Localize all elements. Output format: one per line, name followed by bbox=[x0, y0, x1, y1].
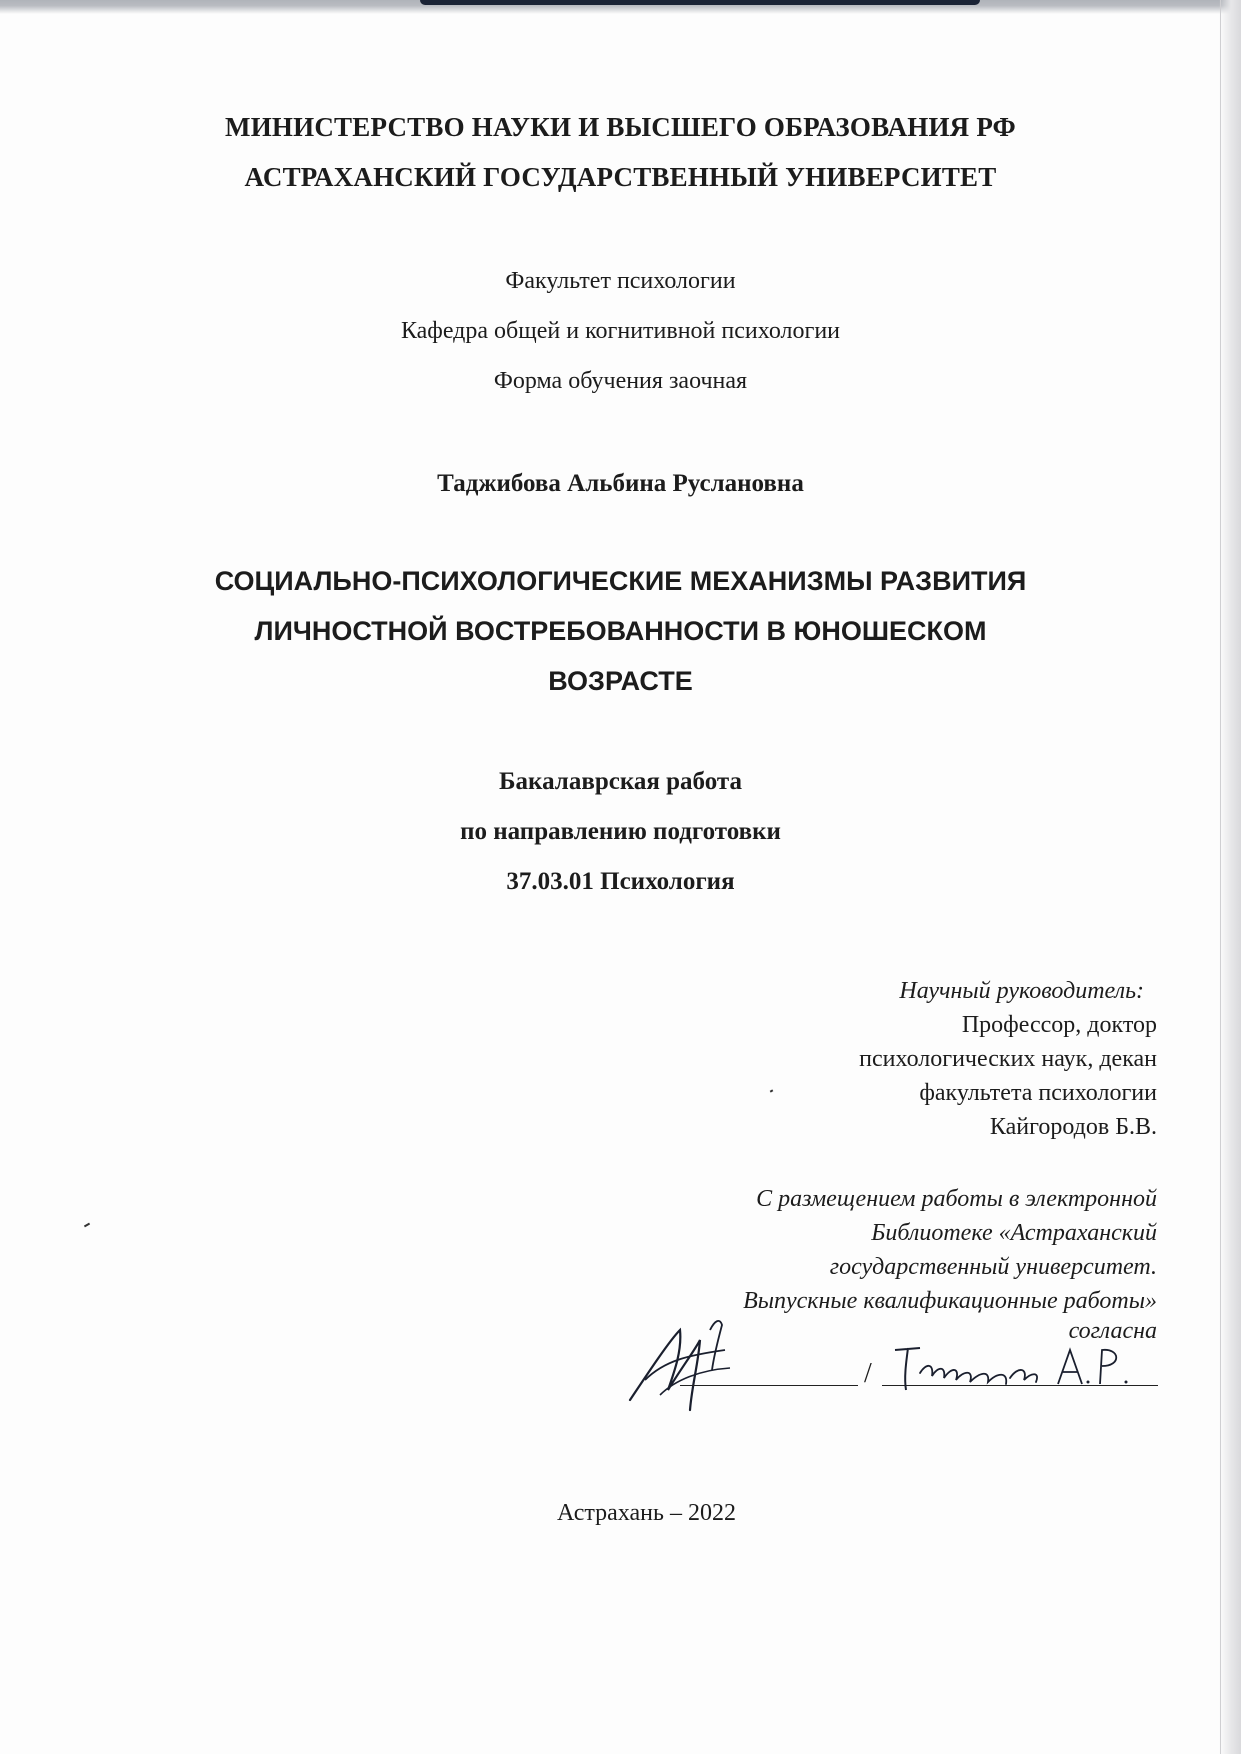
work-type: Бакалаврская работа bbox=[499, 768, 742, 795]
thesis-title-line-2: ЛИЧНОСТНОЙ ВОСТРЕБОВАННОСТИ В ЮНОШЕСКОМ bbox=[254, 616, 987, 646]
ministry-heading: МИНИСТЕРСТВО НАУКИ И ВЫСШЕГО ОБРАЗОВАНИЯ РФ bbox=[225, 112, 1016, 142]
faculty-line: Факультет психологии bbox=[505, 268, 736, 294]
study-form-line: Форма обучения заочная bbox=[493, 368, 748, 394]
consent-line-5: согласна bbox=[1068, 1318, 1157, 1344]
consent-line-3: государственный университет. bbox=[829, 1254, 1157, 1280]
signature-area bbox=[600, 1310, 1160, 1420]
work-direction: по направлению подготовки bbox=[460, 818, 781, 845]
supervisor-line-3: факультета психологии bbox=[919, 1080, 1157, 1106]
author-name: Таджибова Альбина Руслановна bbox=[437, 470, 804, 497]
thesis-title-line-1: СОЦИАЛЬНО-ПСИХОЛОГИЧЕСКИЕ МЕХАНИЗМЫ РАЗВИТИЯ bbox=[214, 566, 1027, 596]
university-heading: АСТРАХАНСКИЙ ГОСУДАРСТВЕННЫЙ УНИВЕРСИТЕТ bbox=[244, 162, 997, 192]
work-code: 37.03.01 Психология bbox=[506, 868, 735, 895]
supervisor-signature bbox=[620, 1310, 750, 1420]
thesis-title-line-3: ВОЗРАСТЕ bbox=[548, 666, 693, 696]
signature-separator: / bbox=[864, 1358, 872, 1389]
supervisor-label: Научный руководитель: bbox=[899, 978, 1144, 1004]
student-signature bbox=[890, 1338, 1140, 1398]
department-line: Кафедра общей и когнитивной психологии bbox=[400, 318, 841, 344]
supervisor-line-2: психологических наук, декан bbox=[859, 1046, 1157, 1072]
city-year: Астрахань – 2022 bbox=[557, 1500, 736, 1526]
supervisor-line-4: Кайгородов Б.В. bbox=[989, 1114, 1157, 1140]
consent-line-1: С размещением работы в электронной bbox=[756, 1186, 1157, 1212]
consent-line-4: Выпускные квалификационные работы» bbox=[743, 1288, 1157, 1314]
consent-line-2: Библиотеке «Астраханский bbox=[871, 1220, 1157, 1246]
supervisor-line-1: Профессор, доктор bbox=[961, 1012, 1157, 1038]
scan-top-band bbox=[420, 0, 980, 5]
supervisor-signature-line bbox=[680, 1385, 858, 1386]
